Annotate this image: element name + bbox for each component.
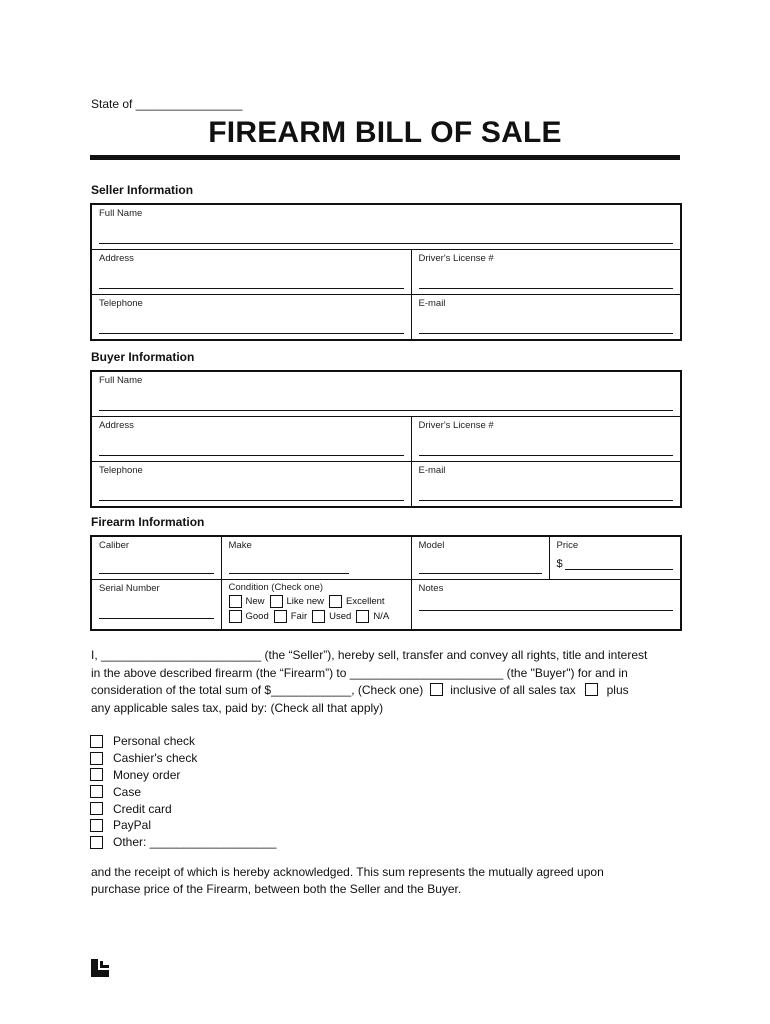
seller-heading: Seller Information (91, 183, 194, 197)
other-label: Other: ___________________ (113, 835, 277, 850)
seller-license-label: Driver's License # (418, 253, 494, 264)
credit-card-checkbox[interactable] (90, 802, 103, 815)
condition-good-label: Good (245, 611, 269, 622)
payment-option-credit-card[interactable] (90, 800, 276, 817)
model-line[interactable] (419, 564, 542, 574)
buyer-telephone-cell[interactable] (91, 462, 411, 508)
payment-option-other[interactable] (90, 834, 276, 851)
firearm-table (90, 535, 682, 631)
title-divider (90, 155, 680, 160)
buyer-email-cell[interactable] (411, 462, 681, 508)
seller-address-label: Address (99, 253, 134, 264)
buyer-email-label: E-mail (418, 465, 446, 476)
seller-full-name-label: Full Name (99, 208, 143, 219)
credit-card-label: Credit card (113, 801, 172, 816)
notes-line[interactable] (419, 601, 674, 611)
model-cell[interactable] (411, 536, 549, 580)
buyer-table (90, 370, 682, 508)
buyer-email-line[interactable] (419, 491, 674, 501)
agreement-line-3 (91, 682, 691, 700)
buyer-license-line[interactable] (419, 446, 674, 456)
serial-cell[interactable] (91, 580, 221, 631)
buyer-telephone-line[interactable] (99, 491, 404, 501)
condition-fair-checkbox[interactable] (274, 610, 287, 623)
payment-option-money-order[interactable] (90, 767, 276, 784)
buyer-full-name-label: Full Name (99, 375, 143, 386)
agreement-line-3-end: plus (606, 683, 629, 697)
agreement-line-4: any applicable sales tax, paid by: (Check all that apply) (91, 700, 384, 715)
seller-license-line[interactable] (419, 279, 674, 289)
closing-line-1: and the receipt of which is hereby acknowledged. This sum represents the mutually agreed upon (91, 865, 604, 879)
payment-option-cashiers-check[interactable] (90, 750, 276, 767)
seller-address-cell[interactable] (91, 250, 411, 295)
condition-new-checkbox[interactable] (229, 595, 242, 608)
agreement-line-1: I, ________________________ (the “Seller”), hereby sell, transfer and convey all rights, title and interest (91, 648, 648, 662)
condition-na-checkbox[interactable] (356, 610, 369, 623)
condition-like-new-label: Like new (286, 596, 325, 607)
make-line[interactable] (229, 564, 349, 574)
make-cell[interactable] (221, 536, 411, 580)
case-label: Case (113, 784, 142, 799)
paypal-checkbox[interactable] (90, 819, 103, 832)
buyer-full-name-line[interactable] (99, 401, 673, 411)
payment-option-case[interactable] (90, 783, 276, 800)
buyer-address-line[interactable] (99, 446, 404, 456)
closing-paragraph (91, 864, 691, 897)
plus-tax-checkbox[interactable] (585, 683, 598, 696)
model-label: Model (418, 540, 445, 551)
caliber-line[interactable] (99, 564, 214, 574)
agreement-line-2: in the above described firearm (the “Firearm”) to _______________________ (the "Buyer") for and in (91, 665, 628, 680)
seller-address-line[interactable] (99, 279, 404, 289)
document-title: FIREARM BILL OF SALE (208, 116, 562, 149)
seller-full-name-line[interactable] (99, 234, 673, 244)
payment-option-personal-check[interactable] (90, 733, 276, 750)
payment-options-list (90, 733, 276, 851)
condition-na-label: N/A (373, 611, 390, 622)
seller-telephone-line[interactable] (99, 324, 404, 334)
seller-license-cell[interactable] (411, 250, 681, 295)
notes-cell[interactable] (411, 580, 681, 631)
personal-check-label: Personal check (113, 734, 196, 749)
cashiers-check-label: Cashier's check (113, 751, 198, 766)
state-field: State of ________________ (91, 97, 243, 111)
condition-good-checkbox[interactable] (229, 610, 242, 623)
document-logo-icon (91, 959, 109, 977)
condition-cell (221, 580, 411, 631)
money-order-checkbox[interactable] (90, 768, 103, 781)
personal-check-checkbox[interactable] (90, 735, 103, 748)
condition-new-label: New (245, 596, 265, 607)
agreement-line-3-mid: inclusive of all sales tax (450, 683, 576, 697)
seller-email-cell[interactable] (411, 295, 681, 341)
price-field[interactable] (557, 558, 674, 570)
condition-excellent-checkbox[interactable] (329, 595, 342, 608)
seller-telephone-cell[interactable] (91, 295, 411, 341)
buyer-full-name-cell[interactable] (91, 371, 681, 417)
buyer-address-cell[interactable] (91, 417, 411, 462)
other-checkbox[interactable] (90, 836, 103, 849)
agreement-line-3-start: consideration of the total sum of $____________, (Check one) (91, 683, 424, 697)
seller-email-line[interactable] (419, 324, 674, 334)
serial-label: Serial Number (99, 583, 160, 594)
paypal-label: PayPal (113, 818, 152, 833)
notes-label: Notes (418, 583, 444, 594)
condition-excellent-label: Excellent (346, 596, 385, 607)
price-label: Price (556, 540, 579, 551)
cashiers-check-checkbox[interactable] (90, 752, 103, 765)
condition-like-new-checkbox[interactable] (270, 595, 283, 608)
buyer-address-label: Address (99, 420, 134, 431)
seller-full-name-cell[interactable] (91, 204, 681, 250)
firearm-heading: Firearm Information (91, 515, 205, 529)
closing-line-2: purchase price of the Firearm, between both the Seller and the Buyer. (91, 881, 462, 896)
inclusive-tax-checkbox[interactable] (430, 683, 443, 696)
price-cell[interactable] (549, 536, 681, 580)
seller-table (90, 203, 682, 341)
make-label: Make (228, 540, 252, 551)
payment-option-paypal[interactable] (90, 817, 276, 834)
serial-line[interactable] (99, 609, 214, 619)
buyer-telephone-label: Telephone (99, 465, 143, 476)
caliber-cell[interactable] (91, 536, 221, 580)
condition-used-checkbox[interactable] (312, 610, 325, 623)
condition-used-label: Used (329, 611, 352, 622)
price-symbol: $ (556, 558, 563, 570)
condition-fair-label: Fair (290, 611, 308, 622)
condition-label: Condition (Check one) (228, 582, 324, 593)
price-line[interactable] (565, 560, 673, 570)
seller-email-label: E-mail (418, 298, 446, 309)
buyer-license-label: Driver's License # (418, 420, 494, 431)
caliber-label: Caliber (99, 540, 130, 551)
buyer-license-cell[interactable] (411, 417, 681, 462)
agreement-paragraph (91, 647, 691, 717)
money-order-label: Money order (113, 767, 181, 782)
seller-telephone-label: Telephone (99, 298, 143, 309)
buyer-heading: Buyer Information (91, 350, 195, 364)
case-checkbox[interactable] (90, 785, 103, 798)
